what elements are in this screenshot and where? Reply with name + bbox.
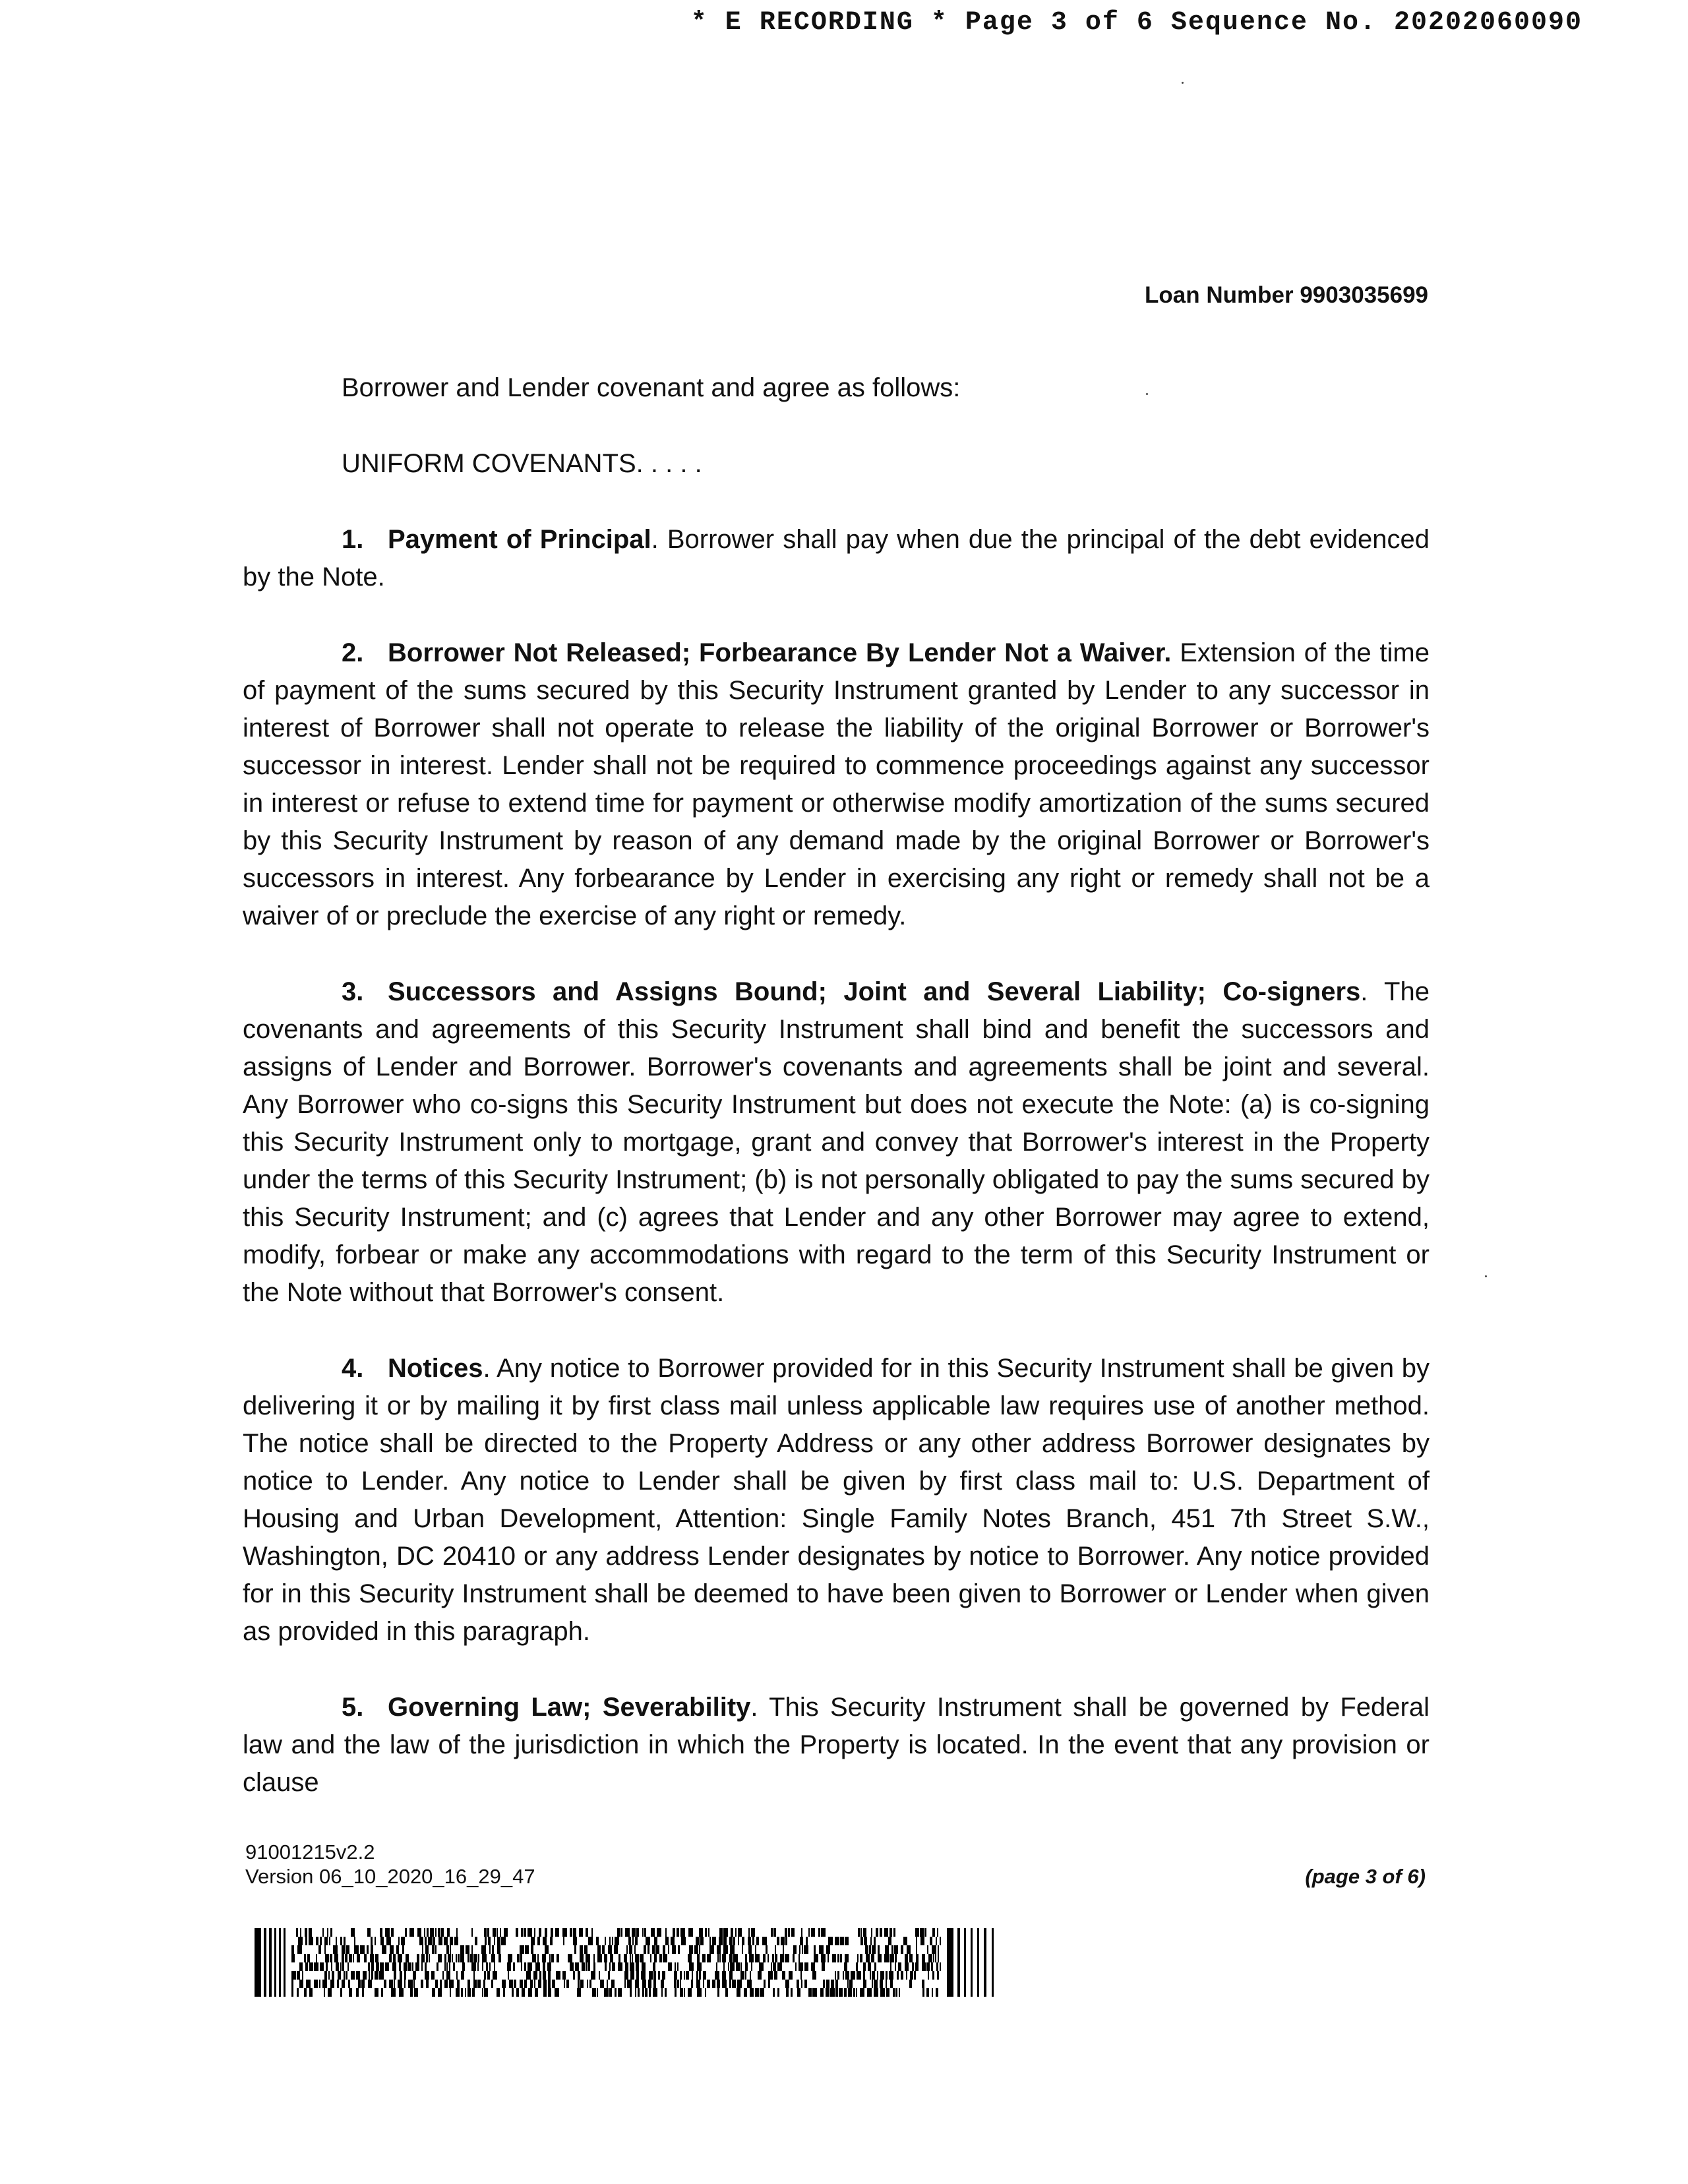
covenant-heading-punct: .	[651, 525, 659, 554]
covenant-heading-punct: .	[750, 1693, 758, 1722]
covenant-body: Borrower shall pay when due the principal of the debt evidenced by the Note.	[243, 525, 1430, 592]
covenant-body: The covenants and agreements of this Security Instrument shall bind and benefit the successors and assigns of Lender and Borrower. Borrower's covenants and agreements shall be joint and several. Any Borrower who co-signs this Security Instrument but does not execute the Note: (a) is co-signing this Security Instrument only to mortgage, grant and convey that Borrower's interest in the Property under the terms of this Security Instrument; (b) is not personally obligated to pay the sums secured by this Security Instrument; and (c) agrees that Lender and any other Borrower may agree to extend, modify, forbear or make any accommodations with regard to the term of this Security Instrument or the Note without that Borrower's consent.	[243, 977, 1430, 1307]
footer-form-info	[245, 1840, 535, 1889]
covenant-number: 1.	[342, 525, 364, 554]
covenant-body: This Security Instrument shall be governed by Federal law and the law of the jurisdiction in which the Property is located. In the event that any provision or clause	[243, 1693, 1430, 1797]
loan-number: Loan Number 9903035699	[1145, 282, 1428, 308]
covenant-5	[243, 1689, 1430, 1802]
recording-header: * E RECORDING * Page 3 of 6 Sequence No. 20202060090	[690, 8, 1582, 38]
scan-speck	[1182, 82, 1184, 84]
covenant-heading: Governing Law; Severability	[388, 1693, 751, 1722]
document-body	[243, 369, 1430, 1840]
scan-speck	[1485, 1275, 1487, 1277]
covenant-heading: Successors and Assigns Bound; Joint and Several Liability; Co-signers	[388, 977, 1361, 1006]
covenant-body: Extension of the time of payment of the sums secured by this Security Instrument granted by Lender to any successor in interest of Borrower shall not operate to release the liability of the original Borrower or Borrower's successor in interest. Lender shall not be required to commence proceedings against any successor in interest or refuse to extend time for payment or otherwise modify amortization of the sums secured by this Security Instrument by reason of any demand made by the original Borrower or Borrower's successors in interest. Any forbearance by Lender in exercising any right or remedy shall not be a waiver of or preclude the exercise of any right or remedy.	[243, 638, 1430, 930]
covenant-heading: Payment of Principal	[388, 525, 651, 554]
form-version: Version 06_10_2020_16_29_47	[245, 1865, 535, 1888]
covenant-3	[243, 973, 1430, 1312]
page-indicator: (page 3 of 6)	[1305, 1865, 1426, 1888]
covenant-heading-punct: .	[1360, 977, 1368, 1006]
covenant-2	[243, 634, 1430, 935]
intro-line: Borrower and Lender covenant and agree as follows:	[342, 373, 961, 402]
covenant-heading: Borrower Not Released; Forbearance By Lender Not a Waiver.	[388, 638, 1172, 667]
covenant-number: 3.	[342, 977, 364, 1006]
covenant-heading: Notices	[388, 1354, 483, 1383]
form-id: 91001215v2.2	[245, 1840, 375, 1864]
covenant-number: 4.	[342, 1354, 364, 1383]
covenant-heading-punct: .	[483, 1354, 491, 1383]
covenant-number: 5.	[342, 1693, 364, 1722]
uniform-covenants-title: UNIFORM COVENANTS. . . . .	[342, 449, 702, 478]
covenant-body: Any notice to Borrower provided for in this Security Instrument shall be given by delivering it or by mailing it by first class mail unless applicable law requires use of another method. The notice shall be directed to the Property Address or any other address Borrower designates by notice to Lender. Any notice to Lender shall be given by first class mail to: U.S. Department of Housing and Urban Development, Attention: Single Family Notes Branch, 451 7th Street S.W., Washington, DC 20410 or any address Lender designates by notice to Borrower. Any notice provided for in this Security Instrument shall be deemed to have been given to Borrower or Lender when given as provided in this paragraph.	[243, 1354, 1430, 1646]
pdf417-barcode	[255, 1928, 998, 1997]
covenant-4	[243, 1350, 1430, 1651]
covenant-number: 2.	[342, 638, 364, 667]
covenant-1	[243, 521, 1430, 596]
